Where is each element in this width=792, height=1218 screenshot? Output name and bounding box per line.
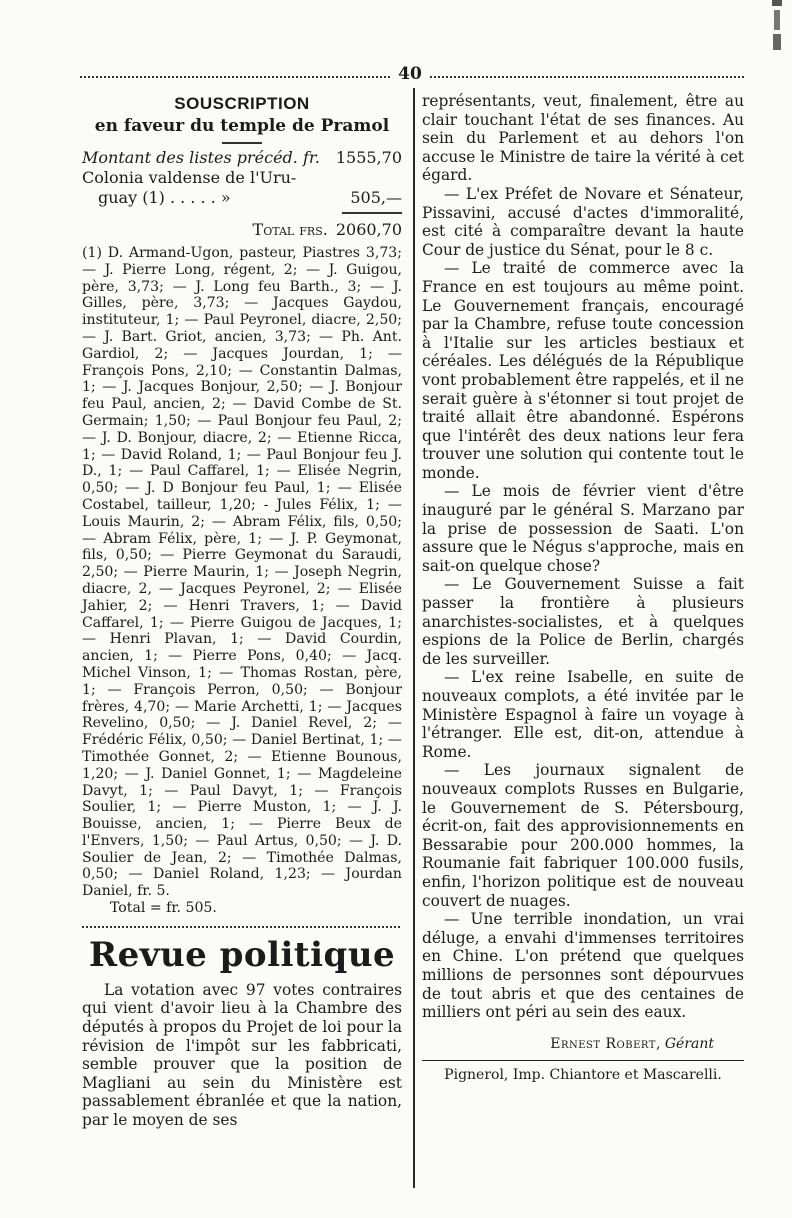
column-divider bbox=[413, 88, 415, 1188]
imprint-line: Pignerol, Imp. Chiantore et Mascarelli. bbox=[444, 1066, 722, 1083]
subscription-subtitle: en faveur du temple de Pramol bbox=[94, 116, 390, 136]
revue-left-text bbox=[82, 981, 402, 1130]
revue-title: Revue politique bbox=[88, 934, 396, 975]
sum-rule bbox=[342, 212, 402, 214]
total-row bbox=[82, 220, 402, 239]
page-number: 40 bbox=[396, 64, 424, 84]
right-column bbox=[422, 92, 744, 1083]
revue-paragraph: — Le Gouvernement Suisse a fait passer la frontière à plusieurs anarchistes-socialistes, et à quelques espions de la Police de Berlin, chargés de les surveiller. bbox=[422, 575, 744, 668]
revue-right-text bbox=[422, 92, 744, 1022]
title-rule bbox=[222, 142, 262, 144]
footnote-total: Total = fr. 505. bbox=[110, 900, 217, 917]
amount-label: Colonia valdense de l'Uru- bbox=[82, 168, 297, 187]
revue-paragraph: représentants, veut, finalement, être au clair touchant l'état de ses finances. Au sein du Parlement et au dehors l'on accuse le Ministre de taire la vérité à cet égard. bbox=[422, 92, 744, 185]
total-value: 2060,70 bbox=[335, 220, 402, 239]
footnote-text: (1) D. Armand-Ugon, pasteur, Piastres 3,73; — J. Pierre Long, régent, 2; — J. Guigou, père, 3,73; — J. Long feu Barth., 3; — J. Gilles, père, 3,73; — Jacques Gaydou, instituteur, 1; — Paul Peyronel, diacre, 2,50; — J. Bart. Griot, ancien, 3,73; — Ph. Ant. Gardiol, 2; — Jacques Jourdan, 1; — François Pons, 2,10; — Constantin Dalmas, 1; — J. Jacques Bonjour, 2,50; — J. Bonjour feu Paul, ancien, 2; — David Combe de St. Germain; 1,50; — Paul Bonjour feu Paul, 2; — J. D. Bonjour, diacre, 2; — Etienne Ricca, 1; — David Roland, 1; — Paul Bonjour feu J. D., 1; — Paul Caffarel, 1; — Elisée Negrin, 0,50; — J. D Bonjour feu Paul, 1; — Elisée Costabel, tailleur, 1,20; - Jules Félix, 1; — Louis Maurin, 2; — Abram Félix, fils, 0,50; — Abram Félix, père, 1; — J. P. Geymonat, fils, 0,50; — Pierre Geymonat du Saraudi, 2,50; — Pierre Maurin, 1; — Joseph Negrin, diacre, 2, — Jacques Peyronel, 2; — Elisée Jahier, 2; — Henri Travers, 1; — David Caffarel, 1; — Pierre Guigou de Jacques, 1; — Henri Plavan, 1; — David Courdin, ancien, 1; — Pierre Pons, 0,40; — Jacq. Michel Vinson, 1; — Thomas Rostan, père, 1; — François Perron, 0,50; — Bonjour frères, 4,70; — Marie Archetti, 1; — Jacques Revelino, 0,50; — J. Daniel Revel, 2; — Frédéric Félix, 0,50; — Daniel Bertinat, 1; — Timothée Gonnet, 2; — Etienne Bounous, 1,20; — J. Daniel Gonnet, 1; — Magdeleine Davyt, 1; — Paul Davyt, 1; — François Soulier, 1; — Pierre Muston, 1; — J. J. Bouisse, ancien, 1; — Pierre Beux de l'Envers, 1,50; — Paul Artus, 0,50; — J. D. Soulier de Jean, 2; — Timothée Dalmas, 0,50; — Daniel Roland, 1,23; — Jourdan Daniel, fr. 5. bbox=[82, 245, 402, 900]
revue-paragraph: — Les journaux signalent de nouveaux complots Russes en Bulgarie, le Gouvernement de S. Pétersbourg, écrit-on, fait des approvisionnements en Bessarabie pour 200.000 hommes, la Roumanie fait fabriquer 100.000 fusils, enfin, l'horizon politique est de nouveau couvert de nuages. bbox=[422, 761, 744, 910]
signature-name: Ernest Robert bbox=[550, 1035, 656, 1052]
page-edge-mark bbox=[770, 0, 784, 55]
signature: Ernest Robert, Gérant bbox=[550, 1035, 714, 1052]
imprint-rule bbox=[422, 1060, 744, 1061]
amount-label: guay (1) . . . . . » bbox=[98, 188, 231, 207]
revue-paragraph: La votation avec 97 votes contraires qui vient d'avoir lieu à la Chambre des députés à propos du Projet de loi pour la révision de l'impôt sur les fabbricati, semble prouver que la position de Magliani au sein du Ministère est passablement ébranlée et que la nation, par le moyen de ses bbox=[82, 980, 402, 1130]
revue-paragraph: — Le mois de février vient d'être inauguré par le général S. Marzano par la prise de possession de Saati. L'on assure que le Négus s'approche, mais en sait-on quelque chose? bbox=[422, 482, 744, 575]
signature-role: Gérant bbox=[664, 1035, 714, 1052]
section-rule bbox=[82, 923, 402, 931]
revue-paragraph: — L'ex reine Isabelle, en suite de nouveaux complots, a été invitée par le Ministère Espagnol à faire un voyage à l'étranger. Elle est, dit-on, attendue à Rome. bbox=[422, 668, 744, 761]
revue-paragraph: — Une terrible inondation, un vrai déluge, a envahi d'immenses territoires en Chine. L'on prétend que quelques millions de personnes sont dépourvues de tout abris et que des centaines de milliers ont péri au sein des eaux. bbox=[422, 910, 744, 1022]
amount-value: 1555,70 bbox=[335, 148, 402, 167]
amount-label: Montant des listes précéd. fr. bbox=[82, 148, 320, 167]
subscription-title: SOUSCRIPTION bbox=[174, 94, 310, 113]
amount-value: 505,— bbox=[350, 188, 402, 207]
left-column bbox=[82, 92, 402, 1130]
amount-row bbox=[82, 148, 402, 168]
revue-paragraph: — Le traité de commerce avec la France en est toujours au même point. Le Gouvernement français, encouragé par la Chambre, refuse toute concession à l'Italie sur les articles bestiaux et céréales. Les délégués de la République vont probablement être rappelés, et il ne serait guère à s'étonner si tout projet de traité allait être abandonné. Espérons que l'intérêt des deux nations leur fera trouver une solution qui contente tout le monde. bbox=[422, 259, 744, 482]
total-label: Total frs. bbox=[252, 220, 328, 239]
amount-row bbox=[82, 168, 402, 188]
amount-row bbox=[82, 188, 402, 208]
subscription-footnote bbox=[82, 245, 402, 917]
revue-paragraph: — L'ex Préfet de Novare et Sénateur, Pissavini, accusé d'actes d'immoralité, est cité à comparaître devant la haute Cour de justice du Sénat, pour le 8 c. bbox=[422, 184, 744, 259]
